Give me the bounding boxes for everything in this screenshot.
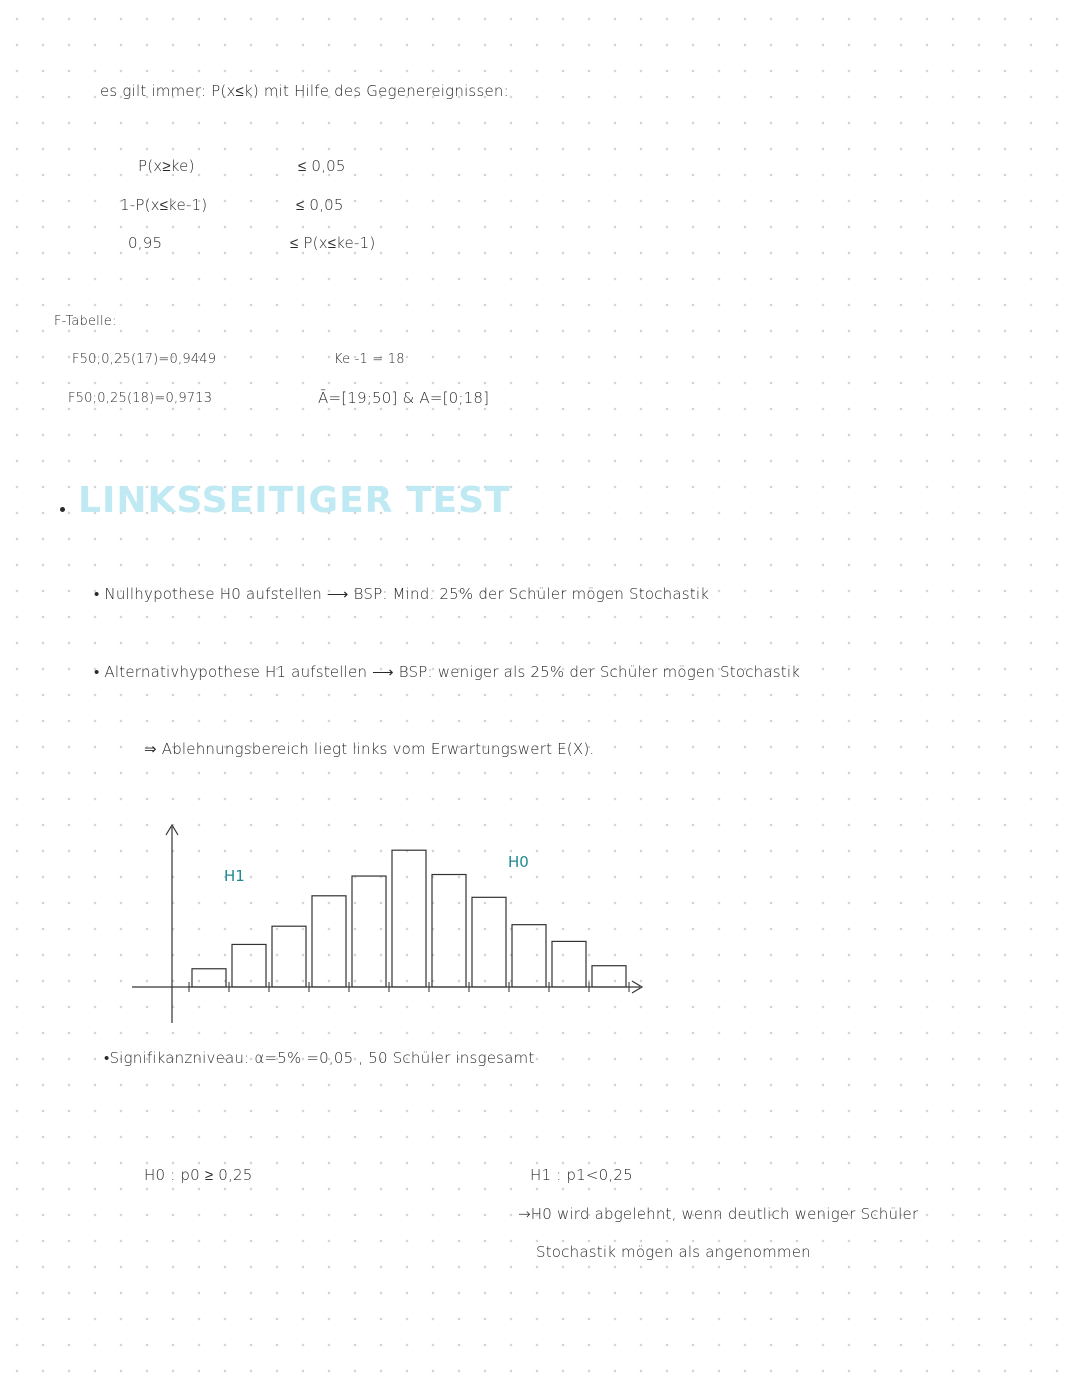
alt-hypothesis-line: • Alternativhypothese H1 aufstellen ⟶ BSP: weniger als 25% der Schüler mögen Stochastik <box>94 663 801 681</box>
heading-bullet <box>60 507 65 512</box>
histogram-chart <box>120 815 680 1035</box>
h1-annotation: H1 <box>224 867 245 885</box>
row2-right: ≤ 0,05 <box>296 196 344 214</box>
null-hypothesis-line: • Nullhypothese H0 aufstellen ⟶ BSP: Mind. 25% der Schüler mögen Stochastik <box>94 585 710 603</box>
conclusion-line: ⇒ Ablehnungsbereich liegt links vom Erwartungswert E(X). <box>144 740 595 758</box>
table-row1-left: F50;0,25(17)=0,9449 <box>72 352 217 367</box>
rejection-note-line1: →H0 wird abgelehnt, wenn deutlich weniger Schüler <box>518 1205 919 1223</box>
row1-left: P(x≥ke) <box>138 157 195 175</box>
table-row2-left: F50;0,25(18)=0,9713 <box>68 391 213 406</box>
histogram-bar <box>312 896 346 987</box>
histogram-bar <box>512 925 546 987</box>
histogram-bar <box>432 875 466 987</box>
section-heading: LINKSSEITIGER TEST <box>78 480 511 521</box>
histogram-bar <box>552 941 586 987</box>
significance-line: •Signifikanzniveau: α=5% =0,05 , 50 Schüler insgesamt <box>104 1049 535 1067</box>
histogram-bar <box>192 969 226 987</box>
histogram-bar <box>272 926 306 987</box>
rejection-note-line2: Stochastik mögen als angenommen <box>536 1243 811 1261</box>
table-label: F-Tabelle: <box>54 314 117 329</box>
chart-axes <box>132 825 642 1023</box>
histogram-bar <box>592 966 626 987</box>
h1-definition: H1 : p1<0,25 <box>530 1166 633 1184</box>
histogram-bar <box>392 850 426 987</box>
table-row1-right: Ke -1 = 18 <box>334 352 405 367</box>
row2-left: 1-P(x≤ke-1) <box>120 196 208 214</box>
h0-definition: H0 : p0 ≥ 0,25 <box>144 1166 253 1184</box>
intro-line: es gilt immer: P(x≤k) mit Hilfe des Gegenereignissen: <box>100 82 509 100</box>
histogram-bar <box>472 897 506 987</box>
row3-left: 0,95 <box>128 234 163 252</box>
h0-annotation: H0 <box>508 853 529 871</box>
histogram-bar <box>232 944 266 987</box>
table-row2-right: Ā=[19;50] & A=[0;18] <box>318 389 490 407</box>
histogram-bar <box>352 876 386 987</box>
row3-right: ≤ P(x≤ke-1) <box>290 234 376 252</box>
row1-right: ≤ 0,05 <box>298 157 346 175</box>
